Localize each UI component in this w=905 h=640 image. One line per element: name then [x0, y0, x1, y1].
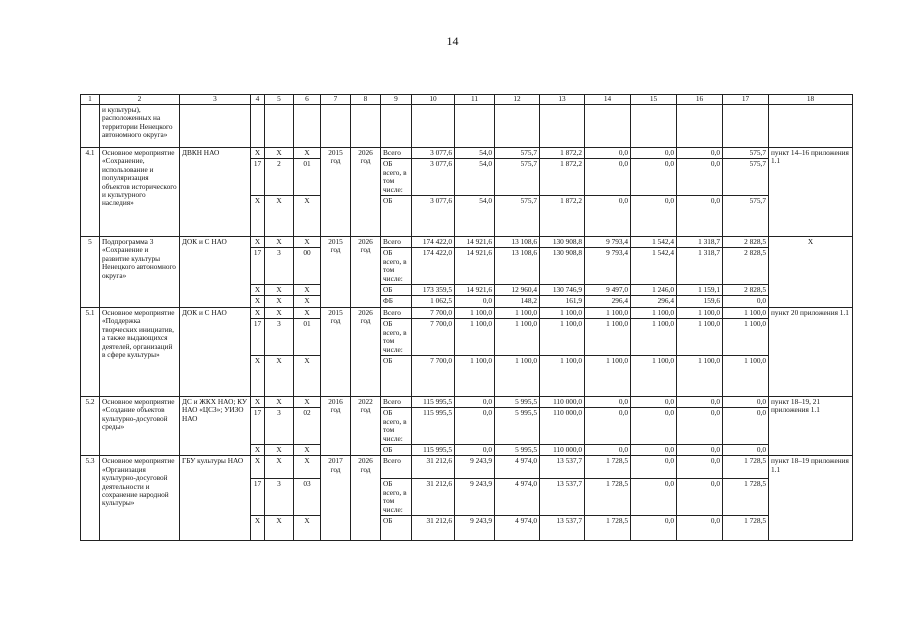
- row-number: 5.2: [81, 396, 100, 455]
- table-row: Х Х Х ОБ 115 995,5 0,0 5 995,5 110 000,0 0,0 0,0 0,0 0,0: [81, 444, 853, 455]
- table-row: 4.1 Основное мероприятие «Сохранение, использование и популяризация объектов исторического и культурного наследия» ДВКН НАО Х Х Х 2015 год 2026 год Всего 3 077,6 54,0 575,7 1 872,2 0,0 0,0 0,0 575,7 пункт 14–16 приложения 1.1: [81, 148, 853, 159]
- col-header: 9: [381, 95, 412, 105]
- table-body: [81, 95, 853, 541]
- row-number: 5.1: [81, 307, 100, 396]
- col-header: 3: [180, 95, 251, 105]
- col-header: 13: [540, 95, 585, 105]
- col-header: 10: [412, 95, 455, 105]
- table-row: 5.1 Основное мероприятие «Поддержка творческих инициатив, а также выдающихся деятелей, организаций в сфере культуры» ДОК и С НАО Х Х Х 2015 год 2026 год Всего 7 700,0 1 100,0 1 100,0 1 100,0 1 100,0 1 100,0 1 100,0 1 100,0 пункт 20 приложения 1.1: [81, 307, 853, 318]
- activity-name: Основное мероприятие «Поддержка творческих инициатив, а также выдающихся деятелей, организаций в сфере культуры»: [100, 307, 180, 396]
- responsible-org: ДОК и С НАО: [180, 237, 251, 308]
- table-row: Х Х Х ОБ 7 700,0 1 100,0 1 100,0 1 100,0 1 100,0 1 100,0 1 100,0 1 100,0: [81, 355, 853, 396]
- activity-name: Основное мероприятие «Сохранение, использование и популяризация объектов исторического и культурного наследия»: [100, 148, 180, 237]
- end-year: 2026 год: [351, 456, 381, 541]
- start-year: 2016 год: [321, 396, 351, 455]
- table-row: 5.2 Основное мероприятие «Создание объектов культурно-досуговой среды» ДС и ЖКХ НАО; КУ НАО «ЦСЗ»; УИЗО НАО Х Х Х 2016 год 2022 год Всего 115 995,5 0,0 5 995,5 110 000,0 0,0 0,0 0,0 0,0 пункт 18–19, 21 приложения 1.1: [81, 396, 853, 407]
- end-year: 2026 год: [351, 237, 381, 308]
- end-year: 2026 год: [351, 148, 381, 237]
- col-header: 2: [100, 95, 180, 105]
- col-header: 14: [585, 95, 631, 105]
- budget-table: [80, 94, 853, 541]
- col-header: 11: [455, 95, 495, 105]
- col-header: 1: [81, 95, 100, 105]
- table-row: Х Х Х ОБ 31 212,6 9 243,9 4 974,0 13 537,7 1 728,5 0,0 0,0 1 728,5: [81, 515, 853, 540]
- activity-name: Основное мероприятие «Создание объектов культурно-досуговой среды»: [100, 396, 180, 455]
- responsible-org: ГБУ культуры НАО: [180, 456, 251, 541]
- table-row: 5.3 Основное мероприятие «Организация культурно-досуговой деятельности и сохранение народной культуры» ГБУ культуры НАО Х Х Х 2017 год 2026 год Всего 31 212,6 9 243,9 4 974,0 13 537,7 1 728,5 0,0 0,0 1 728,5 пункт 18–19 приложения 1.1: [81, 456, 853, 479]
- activity-name: Основное мероприятие «Организация культурно-досуговой деятельности и сохранение народной культуры»: [100, 456, 180, 541]
- col-header: 5: [265, 95, 294, 105]
- end-year: 2026 год: [351, 307, 381, 396]
- table-row: 17 3 01 ОБ всего, в том числе: 7 700,0 1 100,0 1 100,0 1 100,0 1 100,0 1 100,0 1 100,0 1 100,0: [81, 319, 853, 356]
- end-year: 2022 год: [351, 396, 381, 455]
- table-row: Х Х Х ОБ 3 077,6 54,0 575,7 1 872,2 0,0 0,0 0,0 575,7: [81, 196, 853, 237]
- responsible-org: ДС и ЖКХ НАО; КУ НАО «ЦСЗ»; УИЗО НАО: [180, 396, 251, 455]
- page-number: 14: [446, 34, 459, 48]
- table-row: 17 3 02 ОБ всего, в том числе: 115 995,5 0,0 5 995,5 110 000,0 0,0 0,0 0,0 0,0: [81, 408, 853, 445]
- col-header: 16: [677, 95, 723, 105]
- reference: пункт 14–16 приложения 1.1: [769, 148, 853, 237]
- continued-name: и культуры), расположенных на территории Ненецкого автономного округа»: [100, 105, 180, 148]
- table-row: 17 3 00 ОБ всего, в том числе: 174 422,0 14 921,6 13 108,6 130 908,8 9 793,4 1 542,4 1 318,7 2 828,5: [81, 248, 853, 285]
- table-row: Х Х Х ФБ 1 062,5 0,0 148,2 161,9 296,4 296,4 159,6 0,0: [81, 296, 853, 307]
- row-number: 5.3: [81, 456, 100, 541]
- col-header: 8: [351, 95, 381, 105]
- start-year: 2015 год: [321, 237, 351, 308]
- reference: пункт 18–19 приложения 1.1: [769, 456, 853, 541]
- row-number: 4.1: [81, 148, 100, 237]
- responsible-org: ДВКН НАО: [180, 148, 251, 237]
- table-row: 17 3 03 ОБ всего, в том числе: 31 212,6 9 243,9 4 974,0 13 537,7 1 728,5 0,0 0,0 1 728,5: [81, 479, 853, 516]
- activity-name: Подпрограмма 3 «Сохранение и развитие культуры Ненецкого автономного округа»: [100, 237, 180, 308]
- col-header: 17: [723, 95, 769, 105]
- reference: пункт 18–19, 21 приложения 1.1: [769, 396, 853, 455]
- start-year: 2015 год: [321, 307, 351, 396]
- start-year: 2017 год: [321, 456, 351, 541]
- table-row: 17 2 01 ОБ всего, в том числе: 3 077,6 54,0 575,7 1 872,2 0,0 0,0 0,0 575,7: [81, 159, 853, 196]
- responsible-org: ДОК и С НАО: [180, 307, 251, 396]
- start-year: 2015 год: [321, 148, 351, 237]
- table-row: 5 Подпрограмма 3 «Сохранение и развитие культуры Ненецкого автономного округа» ДОК и С НАО Х Х Х 2015 год 2026 год Всего 174 422,0 14 921,6 13 108,6 130 908,8 9 793,4 1 542,4 1 318,7 2 828,5 Х: [81, 237, 853, 248]
- col-header: 4: [251, 95, 265, 105]
- col-header: 7: [321, 95, 351, 105]
- col-header: 15: [631, 95, 677, 105]
- table-row: [81, 105, 853, 148]
- column-number-row: [81, 95, 853, 105]
- col-header: 6: [294, 95, 321, 105]
- col-header: 12: [495, 95, 540, 105]
- reference: Х: [769, 237, 853, 308]
- table-row: Х Х Х ОБ 173 359,5 14 921,6 12 960,4 130 746,9 9 497,0 1 246,0 1 159,1 2 828,5: [81, 285, 853, 296]
- reference: пункт 20 приложения 1.1: [769, 307, 853, 396]
- row-number: 5: [81, 237, 100, 308]
- col-header: 18: [769, 95, 853, 105]
